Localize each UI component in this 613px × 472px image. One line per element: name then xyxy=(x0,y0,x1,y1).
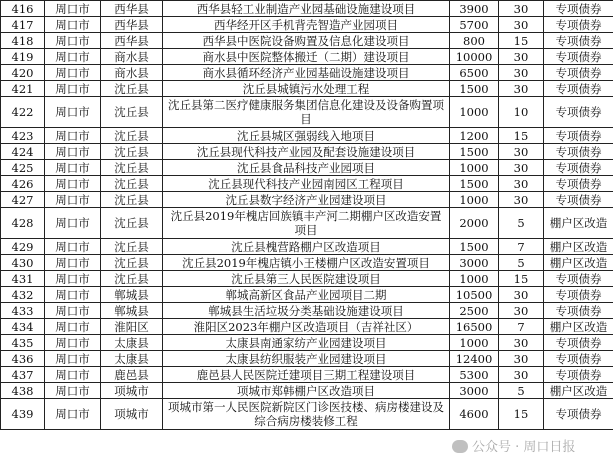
cell-project: 太康县南通家纺产业园建设项目 xyxy=(163,335,450,351)
cell-years: 15 xyxy=(499,399,544,430)
cell-project: 沈丘县第二医疗健康服务集团信息化建设及设备购置项目 xyxy=(163,97,450,128)
cell-city: 周口市 xyxy=(45,81,101,97)
table-row xyxy=(1,17,613,33)
table-row xyxy=(1,335,613,351)
cell-no: 427 xyxy=(1,192,45,208)
watermark xyxy=(452,436,575,455)
cell-no: 419 xyxy=(1,49,45,65)
cell-county: 沈丘县 xyxy=(101,160,163,176)
cell-project: 项城市郑韩棚户区改造项目 xyxy=(163,383,450,399)
cell-amount: 1500 xyxy=(450,144,499,160)
cell-type: 专项债券 xyxy=(544,128,613,144)
cell-years: 30 xyxy=(499,287,544,303)
cell-years: 15 xyxy=(499,271,544,287)
cell-amount: 3000 xyxy=(450,255,499,271)
cell-project: 沈丘县城镇污水处理工程 xyxy=(163,81,450,97)
cell-no: 430 xyxy=(1,255,45,271)
cell-no: 416 xyxy=(1,1,45,17)
cell-years: 5 xyxy=(499,255,544,271)
cell-amount: 1500 xyxy=(450,176,499,192)
cell-project: 沈丘县食品科技产业园项目 xyxy=(163,160,450,176)
watermark-text: 公众号 · 周口日报 xyxy=(472,440,576,455)
table-row xyxy=(1,255,613,271)
table-row xyxy=(1,271,613,287)
cell-years: 15 xyxy=(499,128,544,144)
cell-city: 周口市 xyxy=(45,351,101,367)
cell-amount: 1500 xyxy=(450,81,499,97)
cell-type: 棚户区改造 xyxy=(544,319,613,335)
cell-county: 郸城县 xyxy=(101,303,163,319)
cell-project: 沈丘县2019年槐店镇小王楼棚户区改造安置项目 xyxy=(163,255,450,271)
table-row xyxy=(1,319,613,335)
cell-county: 沈丘县 xyxy=(101,255,163,271)
table-row xyxy=(1,97,613,128)
cell-years: 30 xyxy=(499,160,544,176)
cell-type: 专项债券 xyxy=(544,271,613,287)
table-row xyxy=(1,367,613,383)
cell-project: 沈丘县槐营路棚户区改造项目 xyxy=(163,239,450,255)
cell-county: 商水县 xyxy=(101,49,163,65)
cell-amount: 5700 xyxy=(450,17,499,33)
cell-type: 专项债券 xyxy=(544,351,613,367)
cell-city: 周口市 xyxy=(45,1,101,17)
cell-no: 436 xyxy=(1,351,45,367)
cell-no: 433 xyxy=(1,303,45,319)
cell-years: 30 xyxy=(499,17,544,33)
cell-no: 420 xyxy=(1,65,45,81)
cell-no: 431 xyxy=(1,271,45,287)
cell-amount: 12400 xyxy=(450,351,499,367)
cell-no: 418 xyxy=(1,33,45,49)
cell-project: 郸城县生活垃圾分类基础设施建设项目 xyxy=(163,303,450,319)
cell-city: 周口市 xyxy=(45,399,101,430)
wechat-icon xyxy=(452,440,468,453)
cell-amount: 3000 xyxy=(450,383,499,399)
cell-county: 太康县 xyxy=(101,351,163,367)
cell-city: 周口市 xyxy=(45,303,101,319)
cell-amount: 1000 xyxy=(450,335,499,351)
cell-no: 435 xyxy=(1,335,45,351)
cell-city: 周口市 xyxy=(45,144,101,160)
cell-amount: 2000 xyxy=(450,208,499,239)
table-row xyxy=(1,33,613,49)
cell-no: 425 xyxy=(1,160,45,176)
cell-city: 周口市 xyxy=(45,128,101,144)
cell-project: 沈丘县数字经济产业园建设项目 xyxy=(163,192,450,208)
cell-county: 沈丘县 xyxy=(101,97,163,128)
cell-no: 432 xyxy=(1,287,45,303)
cell-county: 郸城县 xyxy=(101,287,163,303)
cell-city: 周口市 xyxy=(45,17,101,33)
cell-city: 周口市 xyxy=(45,255,101,271)
cell-project: 项城市第一人民医院新院区门诊医技楼、病房楼建设及综合病房楼装修工程 xyxy=(163,399,450,430)
cell-county: 沈丘县 xyxy=(101,128,163,144)
cell-city: 周口市 xyxy=(45,335,101,351)
cell-project: 沈丘县2019年槐店回族镇丰产河二期棚户区改造安置项目 xyxy=(163,208,450,239)
cell-amount: 1500 xyxy=(450,239,499,255)
cell-county: 商水县 xyxy=(101,65,163,81)
table-row xyxy=(1,128,613,144)
cell-county: 太康县 xyxy=(101,335,163,351)
cell-project: 郸城高新区食品产业园项目二期 xyxy=(163,287,450,303)
cell-project: 鹿邑县人民医院迁建项目三期工程建设项目 xyxy=(163,367,450,383)
cell-years: 30 xyxy=(499,1,544,17)
cell-type: 专项债券 xyxy=(544,17,613,33)
table-row xyxy=(1,399,613,430)
cell-county: 鹿邑县 xyxy=(101,367,163,383)
cell-amount: 16500 xyxy=(450,319,499,335)
cell-project: 淮阳区2023年棚户区改造项目（吉祥社区） xyxy=(163,319,450,335)
cell-type: 专项债券 xyxy=(544,160,613,176)
cell-no: 421 xyxy=(1,81,45,97)
cell-years: 30 xyxy=(499,303,544,319)
cell-city: 周口市 xyxy=(45,271,101,287)
cell-no: 439 xyxy=(1,399,45,430)
cell-type: 专项债券 xyxy=(544,176,613,192)
cell-amount: 1000 xyxy=(450,97,499,128)
cell-years: 30 xyxy=(499,335,544,351)
cell-amount: 1000 xyxy=(450,192,499,208)
cell-amount: 1000 xyxy=(450,160,499,176)
cell-type: 专项债券 xyxy=(544,49,613,65)
cell-county: 沈丘县 xyxy=(101,144,163,160)
cell-county: 淮阳区 xyxy=(101,319,163,335)
cell-city: 周口市 xyxy=(45,97,101,128)
cell-years: 30 xyxy=(499,65,544,81)
cell-city: 周口市 xyxy=(45,49,101,65)
cell-amount: 6500 xyxy=(450,65,499,81)
cell-years: 5 xyxy=(499,208,544,239)
cell-county: 项城市 xyxy=(101,383,163,399)
cell-county: 沈丘县 xyxy=(101,208,163,239)
cell-type: 专项债券 xyxy=(544,303,613,319)
table-row xyxy=(1,303,613,319)
table-row xyxy=(1,383,613,399)
cell-no: 424 xyxy=(1,144,45,160)
table-row xyxy=(1,192,613,208)
cell-years: 30 xyxy=(499,176,544,192)
cell-amount: 800 xyxy=(450,33,499,49)
cell-project: 西华经开区手机背壳智造产业园项目 xyxy=(163,17,450,33)
cell-no: 429 xyxy=(1,239,45,255)
cell-type: 棚户区改造 xyxy=(544,383,613,399)
cell-amount: 10500 xyxy=(450,287,499,303)
cell-type: 专项债券 xyxy=(544,97,613,128)
cell-city: 周口市 xyxy=(45,239,101,255)
cell-type: 棚户区改造 xyxy=(544,239,613,255)
cell-amount: 2500 xyxy=(450,303,499,319)
cell-type: 专项债券 xyxy=(544,287,613,303)
cell-no: 428 xyxy=(1,208,45,239)
cell-amount: 5300 xyxy=(450,367,499,383)
cell-amount: 1200 xyxy=(450,128,499,144)
cell-type: 棚户区改造 xyxy=(544,255,613,271)
cell-county: 沈丘县 xyxy=(101,192,163,208)
table-body xyxy=(1,1,613,430)
cell-type: 专项债券 xyxy=(544,144,613,160)
cell-no: 423 xyxy=(1,128,45,144)
cell-city: 周口市 xyxy=(45,367,101,383)
cell-project: 西华县轻工业制造产业园基础设施建设项目 xyxy=(163,1,450,17)
cell-no: 422 xyxy=(1,97,45,128)
cell-years: 10 xyxy=(499,97,544,128)
cell-project: 沈丘县第三人民医院建设项目 xyxy=(163,271,450,287)
cell-project: 沈丘县城区强弱线入地项目 xyxy=(163,128,450,144)
table-row xyxy=(1,239,613,255)
cell-county: 沈丘县 xyxy=(101,176,163,192)
cell-no: 417 xyxy=(1,17,45,33)
table-row xyxy=(1,81,613,97)
table-row xyxy=(1,351,613,367)
table-row xyxy=(1,1,613,17)
cell-city: 周口市 xyxy=(45,160,101,176)
cell-type: 专项债券 xyxy=(544,192,613,208)
cell-years: 30 xyxy=(499,144,544,160)
cell-amount: 1000 xyxy=(450,271,499,287)
cell-type: 棚户区改造 xyxy=(544,208,613,239)
cell-type: 专项债券 xyxy=(544,65,613,81)
cell-years: 15 xyxy=(499,33,544,49)
table-row xyxy=(1,160,613,176)
cell-county: 西华县 xyxy=(101,17,163,33)
table-row xyxy=(1,49,613,65)
cell-city: 周口市 xyxy=(45,208,101,239)
cell-city: 周口市 xyxy=(45,176,101,192)
cell-years: 7 xyxy=(499,239,544,255)
cell-amount: 3900 xyxy=(450,1,499,17)
cell-city: 周口市 xyxy=(45,65,101,81)
cell-type: 专项债券 xyxy=(544,1,613,17)
cell-county: 沈丘县 xyxy=(101,239,163,255)
cell-type: 专项债券 xyxy=(544,399,613,430)
table-row xyxy=(1,176,613,192)
cell-project: 商水县中医院整体搬迁（二期）建设项目 xyxy=(163,49,450,65)
cell-city: 周口市 xyxy=(45,33,101,49)
cell-no: 426 xyxy=(1,176,45,192)
cell-type: 专项债券 xyxy=(544,33,613,49)
cell-years: 30 xyxy=(499,367,544,383)
cell-type: 专项债券 xyxy=(544,335,613,351)
table-row xyxy=(1,65,613,81)
cell-city: 周口市 xyxy=(45,192,101,208)
cell-amount: 4600 xyxy=(450,399,499,430)
cell-years: 5 xyxy=(499,383,544,399)
table-row xyxy=(1,144,613,160)
cell-county: 西华县 xyxy=(101,1,163,17)
cell-city: 周口市 xyxy=(45,319,101,335)
cell-city: 周口市 xyxy=(45,287,101,303)
cell-no: 438 xyxy=(1,383,45,399)
cell-no: 434 xyxy=(1,319,45,335)
cell-county: 沈丘县 xyxy=(101,81,163,97)
table-row xyxy=(1,208,613,239)
cell-county: 西华县 xyxy=(101,33,163,49)
cell-years: 30 xyxy=(499,192,544,208)
cell-city: 周口市 xyxy=(45,383,101,399)
cell-no: 437 xyxy=(1,367,45,383)
cell-project: 沈丘县现代科技产业园南园区工程项目 xyxy=(163,176,450,192)
cell-years: 7 xyxy=(499,319,544,335)
cell-type: 专项债券 xyxy=(544,367,613,383)
cell-county: 沈丘县 xyxy=(101,271,163,287)
cell-county: 项城市 xyxy=(101,399,163,430)
cell-project: 商水县循环经济产业园基础设施建设项目 xyxy=(163,65,450,81)
cell-type: 专项债券 xyxy=(544,81,613,97)
cell-amount: 10000 xyxy=(450,49,499,65)
cell-years: 30 xyxy=(499,81,544,97)
table-row xyxy=(1,287,613,303)
cell-project: 西华县中医院设备购置及信息化建设项目 xyxy=(163,33,450,49)
cell-project: 沈丘县现代科技产业园及配套设施建设项目 xyxy=(163,144,450,160)
cell-project: 太康县纺织服装产业园建设项目 xyxy=(163,351,450,367)
cell-years: 30 xyxy=(499,351,544,367)
cell-years: 30 xyxy=(499,49,544,65)
